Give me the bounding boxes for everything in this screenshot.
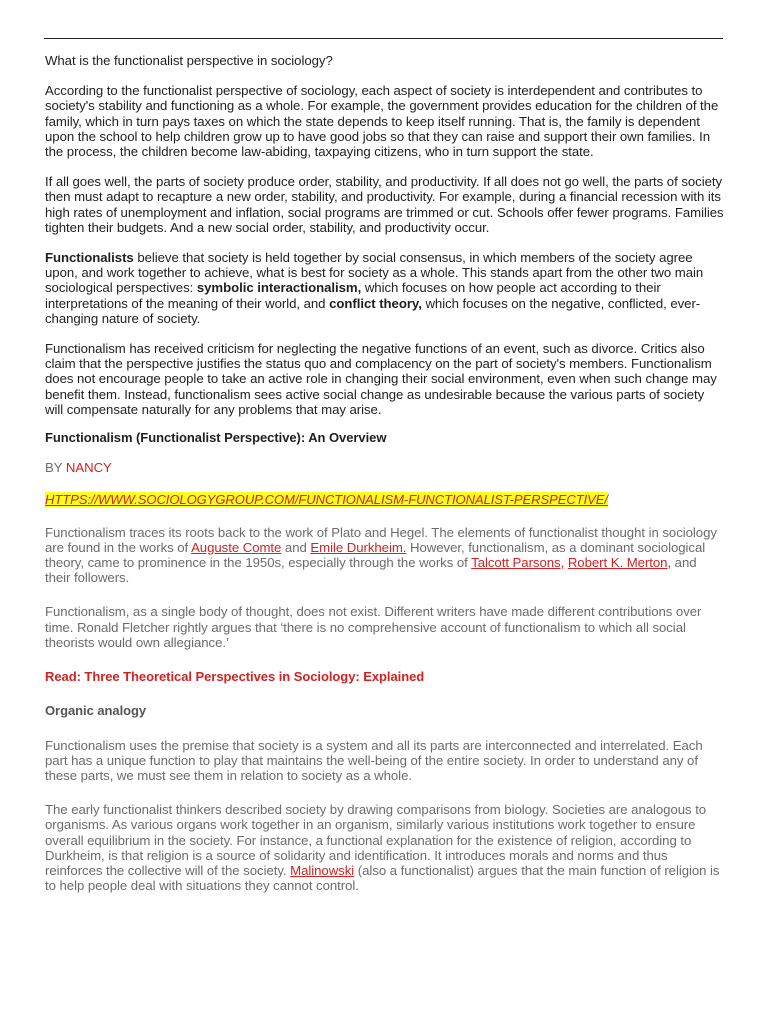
paragraph-7: Functionalism uses the premise that society is a system and all its parts are interconnected and interrelated. Each part has a unique function to play that maintains the well-being of the entire society. In order to understand any of these parts, we must see them in relation to society as a whole.: [45, 737, 703, 783]
malinowski-link[interactable]: Malinowski: [290, 862, 355, 878]
p8-text-1: The early functionalist thinkers described society by drawing comparisons from biology. Societies are analogous to organisms. As various organs work together in an organism, similarly various institutions work together to ensure overall equilibrium in the society. For instance, a functional explanation for the existence of religion, according to Durkheim, is that religion is a source of solidarity and identification. It introduces morals and norms and thus reinforces the collective will of the society.: [45, 802, 707, 878]
paragraph-3: [45, 250, 725, 326]
byline: [45, 460, 725, 475]
p5-text-1: Functionalism traces its roots back to the work of Plato and Hegel. The elements of functionalist thought in sociology are found in the works of: [45, 524, 717, 555]
paragraph-8: [45, 802, 725, 893]
term-conflict-theory: conflict theory,: [329, 295, 422, 311]
p5-text-2: and: [281, 539, 311, 555]
overview-heading: Functionalism (Functionalist Perspective): An Overview: [45, 430, 387, 446]
p3-text-2: which focuses on how people act according to their interpretations of the meaning of their world, and: [45, 280, 661, 311]
paragraph-6: Functionalism, as a single body of thought, does not exist. Different writers have made different contributions over time. Ronald Fletcher rightly argues that ‘there is no comprehensive account of functionalism to which all social theorists would own allegiance.’: [45, 604, 702, 650]
p5-text-5: and their followers.: [45, 555, 697, 586]
p5-text-3: However, functionalism, as a dominant sociological theory, came to prominence in the 1950s, especially through the works of: [45, 539, 706, 571]
robert-merton-link[interactable]: Robert K. Merton,: [567, 555, 672, 571]
p8-text-2: (also a functionalist) argues that the main function of religion is to help people deal with situations they cannot control.: [45, 862, 720, 894]
paragraph-4: Functionalism has received criticism for neglecting the negative functions of an event, such as divorce. Critics also claim that the perspective justifies the status quo and complacency on the part of society's members. Functionalism does not encourage people to take an active role in changing their social environment, even when such change may benefit them. Instead, functionalism sees active social change as undesirable because the various parts of society will compensate naturally for any problems that may arise.: [45, 341, 717, 417]
read-more-link[interactable]: Read: Three Theoretical Perspectives in Sociology: Explained: [45, 669, 425, 685]
organic-analogy-heading: Organic analogy: [45, 703, 147, 719]
top-divider: [44, 38, 723, 39]
term-symbolic-interactionalism: symbolic interactionalism,: [196, 280, 362, 296]
question-line: What is the functionalist perspective in sociology?: [45, 53, 333, 68]
paragraph-5: [45, 525, 725, 586]
auguste-comte-link[interactable]: Auguste Comte: [191, 539, 282, 555]
paragraph-1: According to the functionalist perspective of sociology, each aspect of society is interdependent and contributes to society's stability and functioning as a whole. For example, the government provides education for the children of the family, which in turn pays taxes on which the state depends to keep itself running. That is, the family is dependent upon the school to help children grow up to have good jobs so that they can raise and support their own families. In the process, the children become law-abiding, taxpaying citizens, who in turn support the state.: [45, 83, 719, 160]
emile-durkheim-link[interactable]: Emile Durkheim.: [310, 539, 407, 555]
byline-prefix: BY: [45, 460, 66, 476]
p3-text-1: believe that society is held together by social consensus, in which members of the society agree upon, and work together to achieve, what is best for society as a whole. This stands apart from the other two main sociological perspectives:: [45, 250, 704, 296]
source-url-line: [45, 492, 725, 507]
talcott-parsons-link[interactable]: Talcott Parsons,: [471, 555, 565, 571]
p3-text-3: which focuses on the negative, conflicted, ever-changing nature of society.: [45, 295, 701, 326]
term-functionalists: Functionalists: [45, 250, 134, 266]
author-link[interactable]: NANCY: [65, 460, 112, 476]
paragraph-2: If all goes well, the parts of society produce order, stability, and productivity. If all does not go well, the parts of society then must adapt to recapture a new order, stability, and productivity. For example, during a financial recession with its high rates of unemployment and inflation, social programs are trimmed or cut. Schools offer fewer programs. Families tighten their budgets. And a new social order, stability, and productivity occur.: [45, 174, 724, 235]
document-body: [45, 53, 725, 893]
source-url-link[interactable]: HTTPS://WWW.SOCIOLOGYGROUP.COM/FUNCTIONALISM-FUNCTIONALIST-PERSPECTIVE/: [45, 492, 608, 508]
